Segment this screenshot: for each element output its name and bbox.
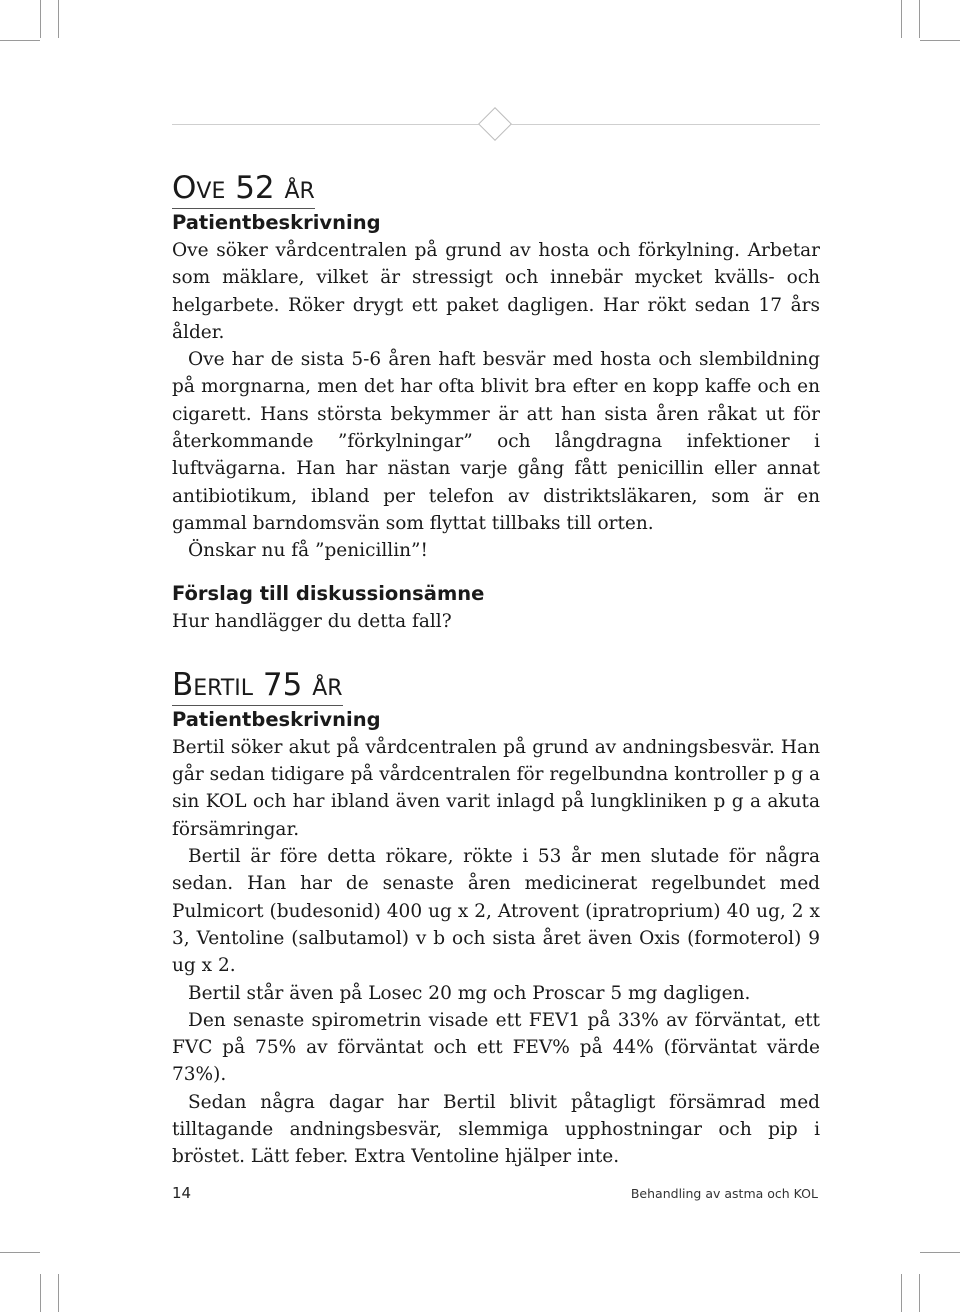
page-number: 14 [172, 1184, 192, 1202]
case-title-bertil: Bertil 75 år [172, 665, 343, 706]
crop-mark [919, 1274, 920, 1312]
crop-mark [0, 40, 40, 41]
paragraph: Den senaste spirometrin visade ett FEV1 på 33% av förväntat, ett FVC på 75% av förväntat och ett FEV% på 44% (förväntat värde 73%). [172, 1009, 820, 1086]
paragraph: Bertil söker akut på vårdcentralen på grund av andningsbesvär. Han går sedan tidigare på vårdcentralen för regelbundna kontroller p g a sin KOL och har ibland även varit inlagd på lungkliniken p g a akuta försämringar. [172, 736, 820, 840]
header-rule-right [506, 124, 820, 125]
page-content [172, 168, 820, 1171]
crop-mark [40, 1274, 41, 1312]
diamond-ornament [478, 107, 512, 141]
crop-mark [919, 0, 920, 38]
crop-mark [920, 40, 960, 41]
paragraph: Önskar nu få ”penicillin”! [188, 540, 428, 562]
case-title-ove: Ove 52 år [172, 168, 315, 209]
crop-mark [40, 0, 41, 38]
header-rule-left [172, 124, 483, 125]
paragraph: Sedan några dagar har Bertil blivit påtagligt försämrad med tilltagande andningsbesvär, slemmiga upphostningar och pip i bröstet. Lätt feber. Extra Ventoline hjälper inte. [172, 1091, 820, 1168]
paragraph: Ove söker vårdcentralen på grund av hosta och förkylning. Arbetar som mäklare, vilket är stressigt och innebär mycket kvälls- och helgarbete. Röker drygt ett paket dagligen. Har rökt sedan 17 års ålder. [172, 240, 820, 343]
crop-mark [0, 1252, 40, 1253]
paragraph: Bertil står även på Losec 20 mg och Proscar 5 mg dagligen. [188, 982, 751, 1004]
running-footer-title: Behandling av astma och KOL [630, 1186, 818, 1201]
crop-mark [901, 0, 902, 38]
crop-mark [920, 1252, 960, 1253]
heading-discussion: Förslag till diskussionsämne [172, 581, 485, 605]
paragraph: Ove har de sista 5-6 åren haft besvär med hosta och slembildning på morgnarna, men det har ofta blivit bra efter en kopp kaffe och en cigarett. Hans största bekymmer är att han sista åren råkat ut för återkommande ”förkylningar” och långdragna infektioner i luftvägarna. Han har nästan varje gång fått penicillin eller annat antibiotikum, ibland per telefon av distriktsläkaren, som är en gammal barndomsvän som flyttat tillbaks till orten. [172, 349, 820, 534]
heading-patient-description: Patientbeskrivning [172, 211, 381, 234]
paragraph: Bertil är före detta rökare, rökte i 53 år men slutade för några sedan. Han har de senaste åren medicinerat regelbundet med Pulmicort (budesonid) 400 ug x 2, Atrovent (ipratroprium) 40 ug, 2 x 3, Ventoline (salbutamol) v b och sista året även Oxis (formoterol) 9 ug x 2. [172, 846, 820, 977]
crop-mark [901, 1274, 902, 1312]
crop-mark [58, 0, 59, 38]
crop-mark [58, 1274, 59, 1312]
discussion-question: Hur handlägger du detta fall? [172, 610, 452, 632]
heading-patient-description: Patientbeskrivning [172, 707, 381, 731]
